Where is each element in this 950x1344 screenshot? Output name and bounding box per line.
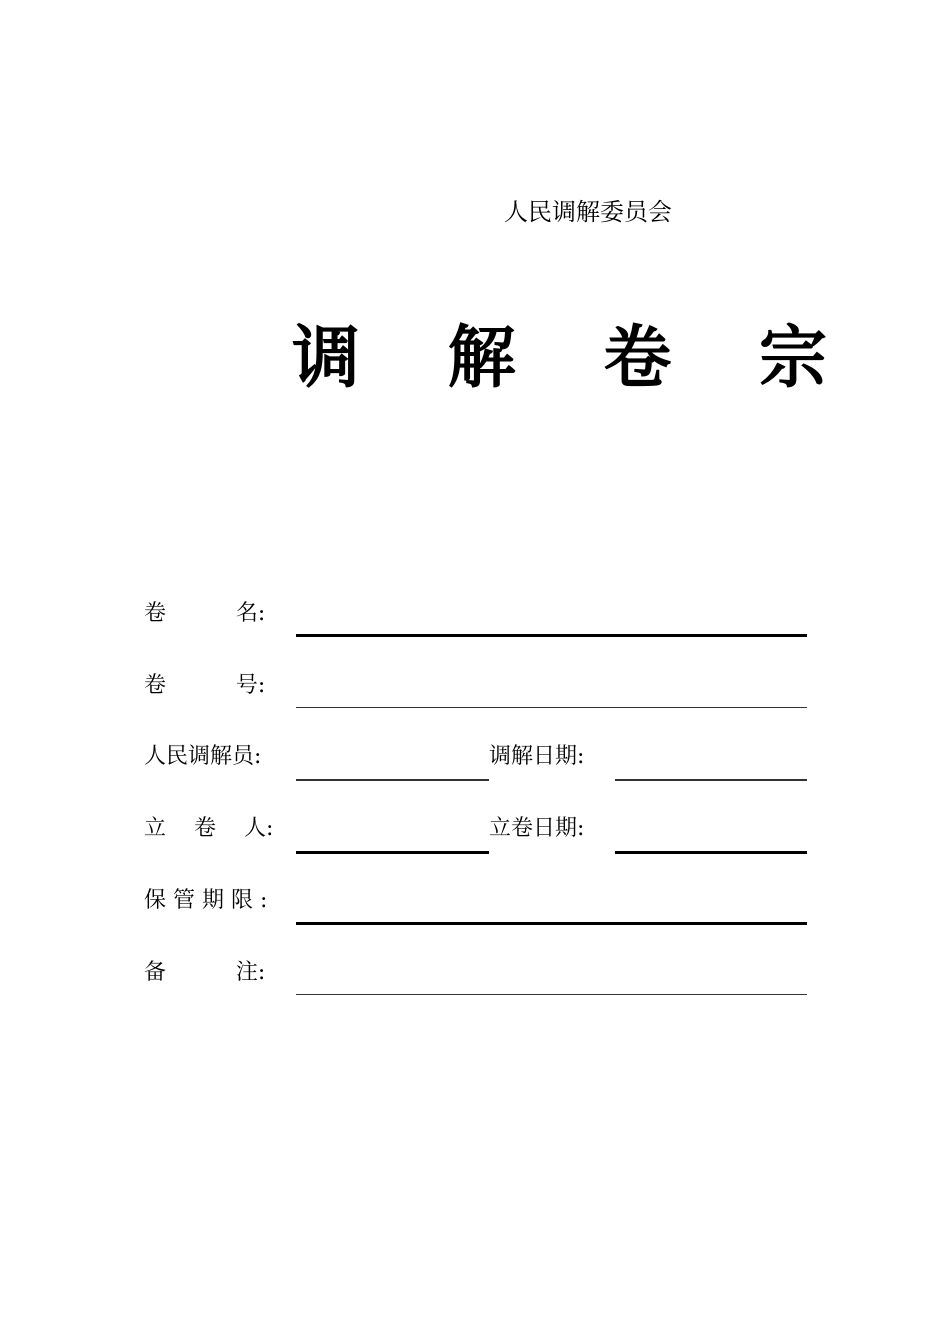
filer-label: 立 卷 人: xyxy=(144,816,274,841)
remarks-label: 备 注: xyxy=(144,960,266,985)
retention-period-label: 保 管 期 限 : xyxy=(144,888,268,913)
committee-name: 人民调解委员会 xyxy=(504,198,672,226)
remarks-field[interactable] xyxy=(296,994,807,995)
volume-name-field[interactable] xyxy=(296,634,807,637)
filing-date-label: 立卷日期: xyxy=(489,816,585,841)
document-title: 调 解 卷 宗 xyxy=(292,318,860,398)
mediation-date-label: 调解日期: xyxy=(489,744,585,769)
volume-number-label: 卷 号: xyxy=(144,673,266,698)
volume-name-label: 卷 名: xyxy=(144,601,266,626)
filing-date-field[interactable] xyxy=(615,851,807,854)
mediator-label: 人民调解员: xyxy=(144,744,262,769)
mediation-date-field[interactable] xyxy=(615,779,807,781)
retention-period-field[interactable] xyxy=(296,922,807,925)
volume-number-field[interactable] xyxy=(296,707,807,708)
filer-field[interactable] xyxy=(296,851,489,854)
mediator-field[interactable] xyxy=(296,779,489,781)
